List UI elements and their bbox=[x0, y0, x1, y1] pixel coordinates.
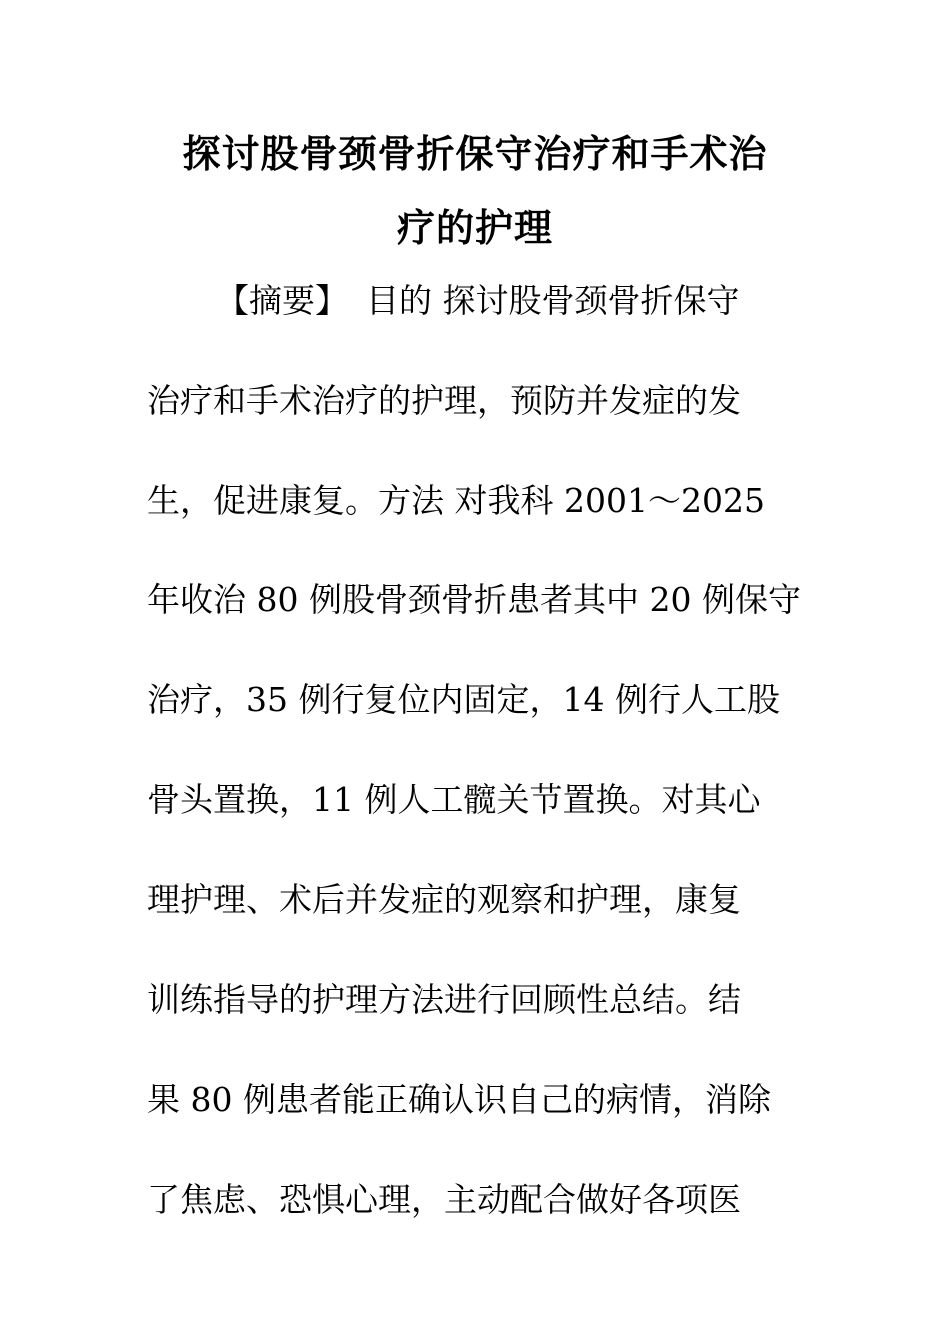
abstract-line-6: 骨头置换，11 例人工髋关节置换。对其心 bbox=[147, 780, 761, 819]
abstract-line-7: 理护理、术后并发症的观察和护理，康复 bbox=[147, 880, 741, 919]
abstract-label: 【摘要】 bbox=[216, 281, 348, 320]
abstract-line-5: 治疗，35 例行复位内固定，14 例行人工股 bbox=[147, 680, 780, 719]
abstract-line-10: 了焦虑、恐惧心理，主动配合做好各项医 bbox=[147, 1180, 741, 1219]
abstract-line-8: 训练指导的护理方法进行回顾性总结。结 bbox=[147, 980, 741, 1019]
abstract-line-1: 目的 探讨股骨颈骨折保守 bbox=[366, 281, 740, 320]
abstract-first-line bbox=[216, 281, 740, 321]
abstract-line-3: 生，促进康复。方法 对我科 2001～2025 bbox=[147, 481, 765, 520]
abstract-line-9: 果 80 例患者能正确认识自己的病情，消除 bbox=[147, 1080, 771, 1119]
document-title-line-2: 疗的护理 bbox=[396, 205, 553, 250]
abstract-line-2: 治疗和手术治疗的护理，预防并发症的发 bbox=[147, 381, 741, 420]
document-title-line-1: 探讨股骨颈骨折保守治疗和手术治 bbox=[182, 131, 768, 176]
abstract-line-4: 年收治 80 例股骨颈骨折患者其中 20 例保守 bbox=[147, 580, 801, 619]
